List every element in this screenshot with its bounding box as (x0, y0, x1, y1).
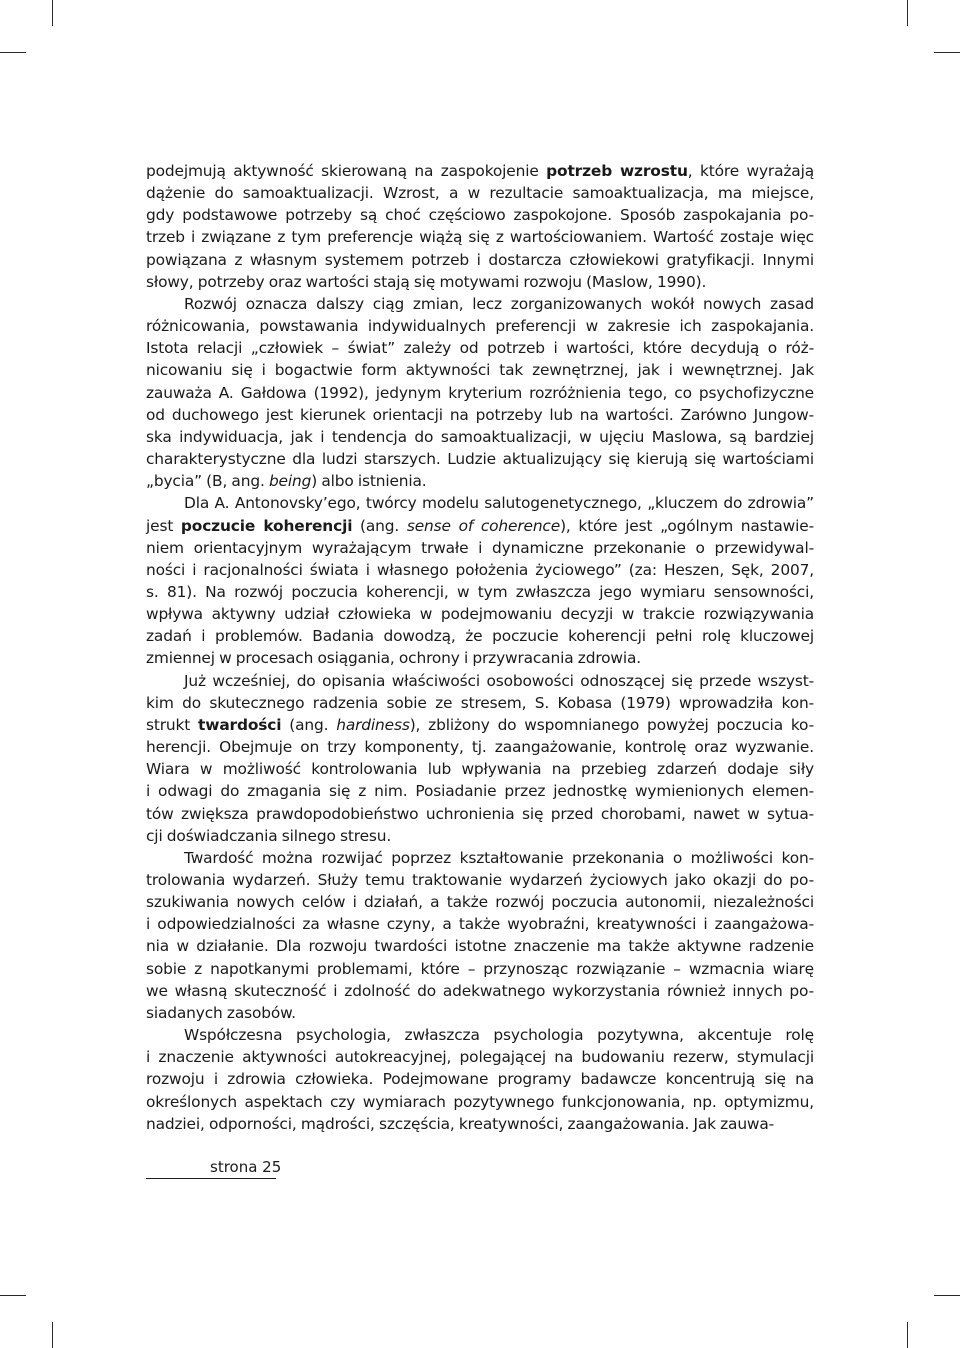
text-run: trzeb i związane z tym preferencje wiążą się z wartościowaniem. Wartość zostaje więc (146, 228, 814, 247)
text-line (146, 1113, 814, 1135)
text-run: ), zbliżony do wspomnianego powyżej poczucia ko- (409, 715, 814, 734)
text-run: nadziei, odporności, mądrości, szczęścia, kreatywności, zaangażowania. Jak zauwa- (146, 1114, 775, 1133)
text-run: Dla A. Antonovsky’ego, twórcy modelu salutogenetycznego, „kluczem do zdrowia” (184, 494, 814, 513)
text-line (146, 1002, 814, 1024)
text-run: Współczesna psychologia, zwłaszcza psychologia pozytywna, akcentuje rolę (184, 1026, 814, 1045)
text-run: jest (146, 516, 181, 535)
text-run: Istota relacji „człowiek – świat” zależy od potrzeb i wartości, które decydują o róż- (146, 339, 814, 358)
page-number: strona 25 (210, 1158, 282, 1176)
text-line (146, 935, 814, 957)
paragraph (146, 492, 814, 669)
crop-mark-bottom-left (52, 1322, 53, 1348)
text-line (146, 359, 814, 381)
text-line (146, 714, 814, 736)
paragraph (146, 160, 814, 293)
text-run: nia w działanie. Dla rozwoju twardości istotne znaczenie ma także aktywne radzenie (146, 937, 814, 956)
paragraph (146, 1024, 814, 1135)
text-run: i odpowiedzialności za własne czyny, a także wyobraźni, kreatywności i zaangażowa- (146, 915, 814, 934)
text-line (146, 249, 814, 271)
text-line (146, 803, 814, 825)
crop-mark-left-bottom (0, 1295, 26, 1296)
text-run: we własną skuteczność i zdolność do adekwatnego wykorzystania również innych po- (146, 981, 814, 1000)
text-run: ), które jest „ogólnym nastawie- (560, 516, 814, 535)
text-run: tów zwiększa prawdopodobieństwo uchronienia się przed chorobami, nawet w sytua- (146, 804, 814, 823)
bold-term: twardości (198, 715, 282, 734)
text-line (146, 382, 814, 404)
text-run: i znaczenie aktywności autokreacyjnej, polegającej na budowaniu rezerw, stymulacji (146, 1048, 814, 1067)
text-line (146, 293, 814, 315)
text-line (146, 603, 814, 625)
text-run: Wiara w możliwość kontrolowania lub wpływania na przebieg zdarzeń dodaje siły (146, 760, 814, 779)
text-run: siadanych zasobów. (146, 1003, 296, 1022)
crop-mark-right-bottom (934, 1295, 960, 1296)
text-run: s. 81). Na rozwój poczucia koherencji, w tym zwłaszcza jego wymiaru sensowności, (146, 582, 814, 601)
text-line (146, 226, 814, 248)
text-run: cji doświadczania silnego stresu. (146, 826, 392, 845)
text-run: nicowaniu się i bogactwie form aktywności tak zewnętrznej, jak i wewnętrznej. Jak (146, 361, 814, 380)
text-line (146, 692, 814, 714)
text-line (146, 1068, 814, 1090)
text-line (146, 315, 814, 337)
text-run: niem orientacyjnym wyrażającym trwałe i dynamiczne przekonanie o przewidywal- (146, 538, 814, 557)
crop-mark-bottom-right (907, 1322, 908, 1348)
text-run: (ang. (352, 516, 407, 535)
text-line (146, 869, 814, 891)
text-line (146, 891, 814, 913)
paragraph (146, 293, 814, 492)
text-run: kim do skutecznego radzenia sobie ze stresem, S. Kobasa (1979) wprowadziła kon- (146, 693, 814, 712)
text-run: zadań i problemów. Badania dowodzą, że poczucie koherencji pełni rolę kluczowej (146, 627, 814, 646)
paragraph (146, 847, 814, 1024)
text-line (146, 182, 814, 204)
text-run: rozwoju i zdrowia człowieka. Podejmowane programy badawcze koncentrują się na (146, 1070, 814, 1089)
text-run: ska indywiduacja, jak i tendencja do samoaktualizacji, w ujęciu Maslowa, są bardziej (146, 427, 814, 446)
text-line (146, 204, 814, 226)
text-run: Już wcześniej, do opisania właściwości osobowości odnoszącej się przede wszyst- (184, 671, 814, 690)
text-line (146, 1091, 814, 1113)
text-run: różnicowania, powstawania indywidualnych preferencji w zakresie ich zaspokajania. (146, 317, 814, 336)
text-line (146, 337, 814, 359)
text-run: i odwagi do zmagania się z nim. Posiadanie przez jednostkę wymienionych elemen- (146, 782, 814, 801)
bold-term: potrzeb wzrostu (546, 162, 688, 180)
text-run: trolowania wydarzeń. Służy temu traktowanie wydarzeń życiowych jako okazji do po- (146, 871, 814, 889)
text-run: , które wyrażają (687, 162, 814, 180)
text-line (146, 470, 814, 492)
text-run: powiązana z własnym systemem potrzeb i dostarcza człowiekowi gratyfikacji. Innymi (146, 250, 814, 269)
text-line (146, 271, 814, 293)
text-run: gdy podstawowe potrzeby są choć częściowo zaspokojone. Sposób zaspokajania po- (146, 206, 814, 225)
bold-term: poczucie koherencji (180, 516, 353, 535)
text-line (146, 825, 814, 847)
text-run: określonych aspektach czy wymiarach pozytywnego funkcjonowania, np. optymizmu, (146, 1092, 814, 1111)
text-run: zmiennej w procesach osiągania, ochrony i przywracania zdrowia. (146, 649, 642, 668)
text-run: strukt (146, 715, 199, 734)
body-text (146, 160, 814, 1135)
text-run: ) albo istnienia. (311, 472, 427, 491)
crop-mark-top-left (52, 0, 53, 26)
text-run: Rozwój oznacza dalszy ciąg zmian, lecz zorganizowanych wokół nowych zasad (184, 294, 814, 313)
text-run: podejmują aktywność skierowaną na zaspokojenie (146, 162, 547, 180)
text-run: szukiwania nowych celów i działań, a także rozwój poczucia autonomii, niezależności (146, 893, 814, 912)
italic-term: sense of coherence (406, 516, 561, 535)
italic-term: being (268, 472, 312, 491)
text-line (146, 780, 814, 802)
crop-mark-right-top (934, 52, 960, 53)
text-run: zauważa A. Gałdowa (1992), jedynym kryterium rozróżnienia tego, co psychofizyczne (146, 383, 814, 402)
text-line (146, 1024, 814, 1046)
text-run: ności i racjonalności świata i własnego położenia życiowego” (za: Heszen, Sęk, 2007, (146, 560, 814, 579)
text-line (146, 160, 814, 182)
text-run: „bycia” (B, ang. (146, 472, 269, 491)
text-line (146, 448, 814, 470)
text-line (146, 404, 814, 426)
footer-rule (146, 1178, 276, 1179)
text-line (146, 758, 814, 780)
italic-term: hardiness (336, 715, 410, 734)
text-line (146, 980, 814, 1002)
text-line (146, 958, 814, 980)
text-run: sobie z napotkanymi problemami, które – przynosząc rozwiązanie – wzmacnia wiarę (146, 959, 814, 978)
paragraph (146, 670, 814, 847)
text-line (146, 647, 814, 669)
text-run: od duchowego jest kierunek orientacji na potrzeby lub na wartości. Zarówno Jungow- (146, 405, 814, 424)
text-line (146, 515, 814, 537)
text-line (146, 670, 814, 692)
text-line (146, 559, 814, 581)
crop-mark-top-right (907, 0, 908, 26)
text-run: herencji. Obejmuje on trzy komponenty, tj. zaangażowanie, kontrolę oraz wyzwanie. (146, 738, 814, 757)
text-run: charakterystyczne dla ludzi starszych. Ludzie aktualizujący się kierują się wartościami (146, 450, 814, 469)
text-line (146, 736, 814, 758)
text-line (146, 537, 814, 559)
text-line (146, 581, 814, 603)
text-line (146, 426, 814, 448)
crop-mark-left-top (0, 52, 26, 53)
text-line (146, 492, 814, 514)
text-line (146, 913, 814, 935)
text-run: (ang. (281, 715, 337, 734)
text-run: Twardość można rozwijać poprzez kształtowanie przekonania o możliwości kon- (184, 848, 814, 867)
text-run: dążenie do samoaktualizacji. Wzrost, a w rezultacie samoaktualizacja, ma miejsce, (146, 184, 814, 203)
text-line (146, 625, 814, 647)
text-run: słowy, potrzeby oraz wartości stają się motywami rozwoju (Maslow, 1990). (146, 272, 707, 291)
text-run: wpływa aktywny udział człowieka w podejmowaniu decyzji w trakcie rozwiązywania (146, 605, 814, 624)
text-line (146, 1046, 814, 1068)
text-line (146, 847, 814, 869)
